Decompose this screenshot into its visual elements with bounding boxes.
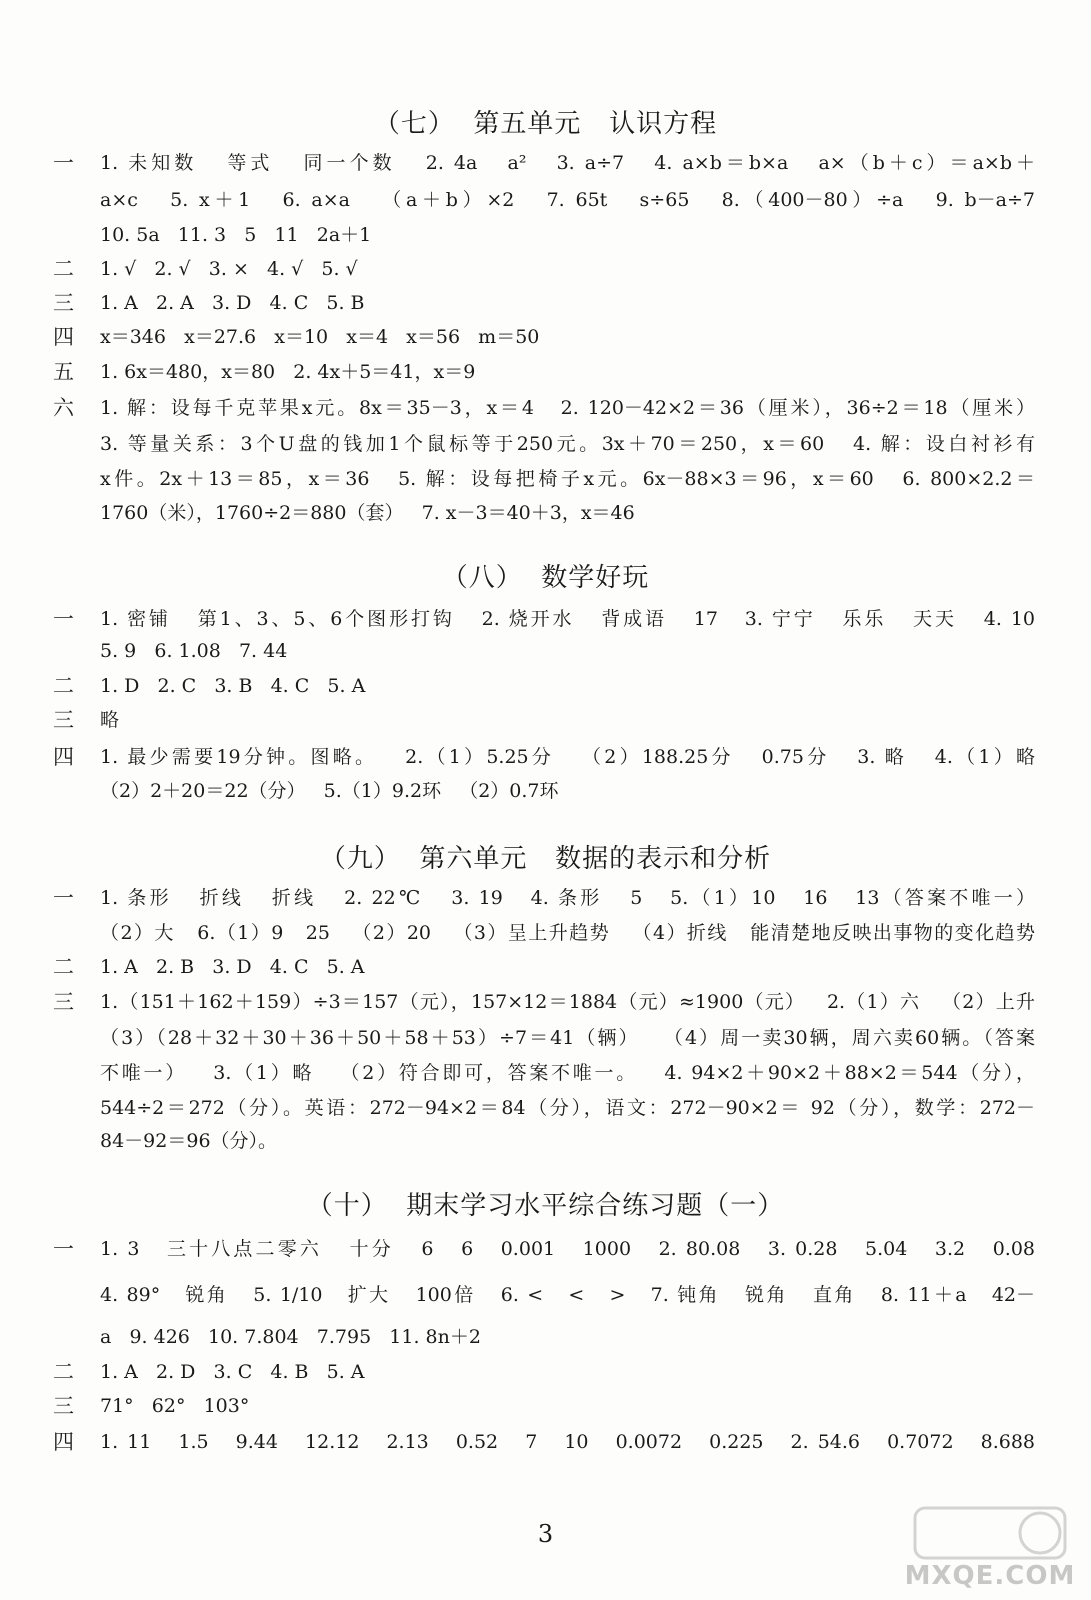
- section-title: （九） 第六单元 数据的表示和分析: [319, 844, 772, 874]
- answer-line: 10. 5a 11. 3 5 11 2a＋1: [100, 224, 372, 246]
- answer-row: [0, 985, 1091, 1019]
- group-label: 二: [53, 674, 74, 698]
- group-label: 三: [53, 291, 74, 315]
- group-label: 四: [53, 1430, 74, 1454]
- answer-row: [0, 703, 1091, 737]
- group-label: 二: [53, 1360, 74, 1384]
- group-label: 二: [53, 955, 74, 979]
- answer-line: 1. 密铺 第1、3、5、6个图形打钩 2. 烧开水 背成语 17 3. 宁宁 乐乐 天天 4. 10: [100, 608, 1035, 630]
- answer-row: [0, 634, 1091, 668]
- answer-row: [0, 1056, 1091, 1090]
- answer-row: [0, 774, 1091, 808]
- answer-row: [0, 602, 1091, 636]
- answer-line: 1. √ 2. √ 3. × 4. √ 5. √: [100, 258, 358, 280]
- answer-row: [0, 252, 1091, 286]
- answer-line: a×c 5. x＋1 6. a×a （a＋b）×2 7. 65t s÷65 8.（400－80）÷a 9. b－a÷7: [100, 189, 1035, 211]
- answer-line: 不唯一） 3.（1）略 （2）符合即可，答案不唯一。 4. 94×2＋90×2＋88×2＝544（分），: [100, 1062, 1035, 1084]
- answer-line: 544÷2＝272（分）。英语：272－94×2＝84（分），语文：272－90×2＝ 92（分），数学：272－: [100, 1097, 1035, 1119]
- answer-line: 1. A 2. D 3. C 4. B 5. A: [100, 1361, 365, 1383]
- answer-line: x＝346 x＝27.6 x＝10 x＝4 x＝56 m＝50: [100, 326, 540, 348]
- answer-line: 1760（米），1760÷2＝880（套） 7. x－3＝40＋3，x＝46: [100, 502, 635, 524]
- answer-row: [0, 950, 1091, 984]
- answer-line: 1. 11 1.5 9.44 12.12 2.13 0.52 7 10 0.0072 0.225 2. 54.6 0.7072 8.688: [100, 1431, 1035, 1453]
- group-label: 一: [53, 607, 74, 631]
- group-label: 三: [53, 990, 74, 1014]
- answer-line: 71° 62° 103°: [100, 1395, 250, 1417]
- answer-line: 5. 9 6. 1.08 7. 44: [100, 640, 288, 662]
- page-number: 3: [537, 1520, 554, 1548]
- answer-row: [0, 427, 1091, 461]
- group-label: 一: [53, 1237, 74, 1261]
- group-label: 二: [53, 257, 74, 281]
- answer-line: 1. 解：设每千克苹果x元。8x＝35－3，x＝4 2. 120－42×2＝36（厘米），36÷2＝18（厘米）: [100, 397, 1035, 419]
- answer-line: 略: [100, 709, 120, 731]
- answer-row: [0, 146, 1091, 180]
- answer-line: 3. 等量关系：3个U盘的钱加1个鼠标等于250元。3x＋70＝250，x＝60 4. 解：设白衬衫有: [100, 433, 1035, 455]
- answer-row: [0, 496, 1091, 530]
- answer-row: [0, 1091, 1091, 1125]
- answer-line: 1. 3 三十八点二零六 十分 6 6 0.001 1000 2. 80.08 3. 0.28 5.04 3.2 0.08: [100, 1238, 1035, 1260]
- answer-row: [0, 218, 1091, 252]
- answer-line: （3）（28＋32＋30＋36＋50＋58＋53）÷7＝41（辆） （4）周一卖30辆，周六卖60辆。（答案: [100, 1027, 1035, 1049]
- group-label: 一: [53, 886, 74, 910]
- group-label: 四: [53, 745, 74, 769]
- answer-line: （2）2＋20＝22（分） 5.（1）9.2环 （2）0.7环: [100, 780, 559, 802]
- answer-row: [0, 669, 1091, 703]
- answer-row: [0, 320, 1091, 354]
- answer-line: 1. 未知数 等式 同一个数 2. 4a a² 3. a÷7 4. a×b＝b×a a×（b＋c）＝a×b＋: [100, 152, 1035, 174]
- answer-row: [0, 1425, 1091, 1459]
- answer-line: 1.（151＋162＋159）÷3＝157（元），157×12＝1884（元）≈1900（元） 2.（1）六 （2）上升: [100, 991, 1035, 1013]
- section-title: （七） 第五单元 认识方程: [373, 109, 718, 139]
- answer-row: [0, 881, 1091, 915]
- answer-line: 1. D 2. C 3. B 4. C 5. A: [100, 675, 366, 697]
- answer-line: （2）大 6.（1）9 25 （2）20 （3）呈上升趋势 （4）折线 能清楚地反映出事物的变化趋势: [100, 922, 1035, 944]
- group-label: 四: [53, 325, 74, 349]
- answer-row: [0, 462, 1091, 496]
- answer-row: [0, 355, 1091, 389]
- group-label: 六: [53, 396, 74, 420]
- answer-line: x件。2x＋13＝85，x＝36 5. 解：设每把椅子x元。6x－88×3＝96，x＝60 6. 800×2.2＝: [100, 468, 1035, 490]
- answer-row: [0, 286, 1091, 320]
- answer-row: [0, 1389, 1091, 1423]
- answer-row: [0, 1355, 1091, 1389]
- answer-row: [0, 391, 1091, 425]
- answer-line: 1. 最少需要19分钟。图略。 2.（1）5.25分 （2）188.25分 0.75分 3. 略 4.（1）略: [100, 746, 1035, 768]
- section-title: （十） 期末学习水平综合练习题（一）: [306, 1191, 785, 1221]
- group-label: 三: [53, 1394, 74, 1418]
- answer-line: 1. 6x＝480，x＝80 2. 4x＋5＝41，x＝9: [100, 361, 476, 383]
- answer-row: [0, 1232, 1091, 1266]
- group-label: 一: [53, 151, 74, 175]
- answer-row: [0, 916, 1091, 950]
- answer-line: 1. A 2. B 3. D 4. C 5. A: [100, 956, 365, 978]
- watermark: [900, 1500, 1080, 1595]
- answer-line: 84－92＝96（分）。: [100, 1130, 278, 1152]
- answer-line: 4. 89° 锐角 5. 1/10 扩大 100倍 6. < < > 7. 钝角 锐角 直角 8. 11＋a 42－: [100, 1284, 1035, 1306]
- answer-line: 1. 条形 折线 折线 2. 22℃ 3. 19 4. 条形 5 5.（1）10 16 13（答案不唯一）: [100, 887, 1035, 909]
- answer-row: [0, 1021, 1091, 1055]
- answer-line: 1. A 2. A 3. D 4. C 5. B: [100, 292, 365, 314]
- answer-row: [0, 740, 1091, 774]
- answer-row: [0, 183, 1091, 217]
- answer-line: a 9. 426 10. 7.804 7.795 11. 8n＋2: [100, 1326, 481, 1348]
- watermark-text: MXQE.COM: [904, 1561, 1076, 1591]
- answer-row: [0, 1124, 1091, 1158]
- group-label: 五: [53, 360, 74, 384]
- answer-row: [0, 1278, 1091, 1312]
- group-label: 三: [53, 708, 74, 732]
- answer-row: [0, 1320, 1091, 1354]
- section-title: （八） 数学好玩: [441, 563, 650, 593]
